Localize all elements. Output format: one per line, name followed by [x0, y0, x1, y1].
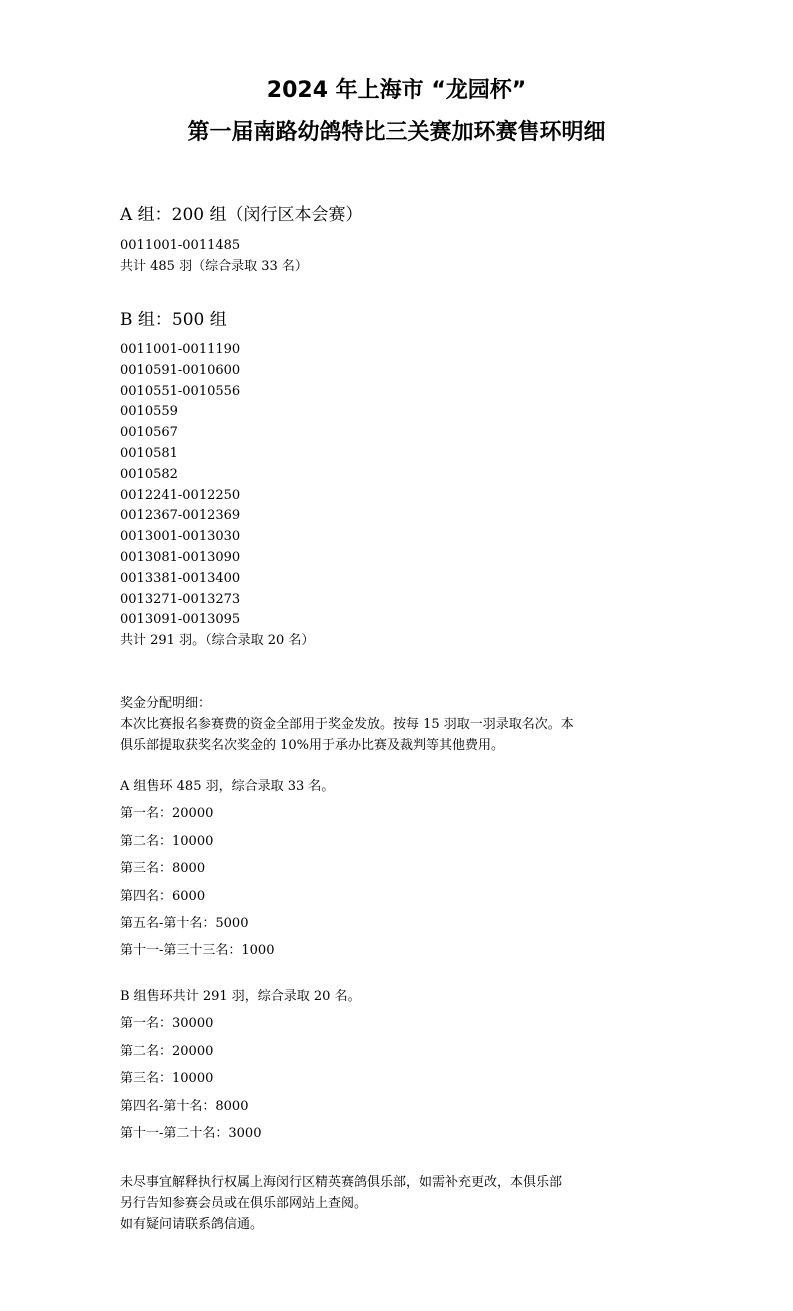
ring-range: 0013381-0013400: [120, 570, 241, 586]
group-a-ranges: [120, 236, 690, 278]
prize-item: 第五名-第十名：5000: [120, 916, 249, 932]
prize-item: 第四名-第十名：8000: [120, 1098, 249, 1114]
prize-item: 第二名：10000: [120, 833, 214, 849]
group-b-total: 共计 291 羽。（综合录取 20 名）: [120, 633, 315, 649]
ring-range: 0013091-0013095: [120, 612, 241, 628]
ring-range: 0012241-0012250: [120, 487, 241, 503]
b-prize-list: [120, 983, 690, 1147]
ring-range: 0010559: [120, 404, 178, 420]
prize-info-text-line1: 本次比赛报名参赛费的资金全部用于奖金发放。按每 15 羽取一羽录取名次。本: [120, 717, 574, 732]
b-prize-heading: B 组售环共计 291 羽，综合录取 20 名。: [120, 989, 361, 1004]
prize-item: 第三名：10000: [120, 1071, 214, 1087]
prize-item: 第二名：20000: [120, 1043, 214, 1059]
group-b-ranges: [120, 340, 690, 652]
ring-range: 0012367-0012369: [120, 508, 241, 524]
ring-range: 0010581: [120, 445, 178, 461]
footer-line3: 如有疑问请联系鸽信通。: [120, 1217, 264, 1232]
footer-line1: 未尽事宜解释执行权属上海闵行区精英赛鸽俱乐部，如需补充更改，本俱乐部: [120, 1175, 563, 1190]
prize-info-heading: 奖金分配明细：: [120, 696, 212, 711]
group-b-section: [120, 308, 690, 332]
ring-range: 0010551-0010556: [120, 383, 241, 399]
a-prize-heading: A 组售环 485 羽，综合录取 33 名。: [120, 779, 335, 794]
prize-item: 第四名：6000: [120, 888, 206, 904]
ring-range: 0013271-0013273: [120, 591, 241, 607]
prize-item: 第一名：20000: [120, 806, 214, 822]
ring-range: 0011001-0011190: [120, 342, 241, 357]
prize-item: 第十一-第二十名：3000: [120, 1126, 262, 1142]
footer-line2: 另行告知参赛会员或在俱乐部网站上查阅。: [120, 1196, 368, 1211]
ring-range: 0010591-0010600: [120, 362, 241, 378]
footer-notes: [120, 1172, 690, 1235]
ring-range: 0011001-0011485: [120, 238, 241, 253]
a-prize-list: [120, 773, 690, 965]
ring-range: 0013001-0013030: [120, 529, 241, 545]
prize-item: 第十一-第三十三名：1000: [120, 943, 275, 959]
group-a-heading: A 组：200 组（闵行区本会赛）: [120, 205, 363, 225]
prize-info-section: [120, 693, 690, 756]
group-a-total: 共计 485 羽（综合录取 33 名）: [120, 258, 308, 274]
ring-range: 0010582: [120, 466, 178, 482]
document-title-line2: 第一届南路幼鸽特比三关赛加环赛售环明细: [187, 120, 606, 145]
prize-info-text-line2: 俱乐部提取获奖名次奖金的 10%用于承办比赛及裁判等其他费用。: [120, 738, 505, 753]
group-b-heading: B 组：500 组: [120, 310, 227, 330]
document-title-line1: 2024 年上海市 “龙园杯”: [266, 78, 527, 103]
prize-item: 第三名：8000: [120, 861, 206, 877]
group-a-section: [120, 203, 690, 227]
ring-range: 0010567: [120, 425, 178, 441]
prize-item: 第一名：30000: [120, 1016, 214, 1032]
ring-range: 0013081-0013090: [120, 549, 241, 565]
